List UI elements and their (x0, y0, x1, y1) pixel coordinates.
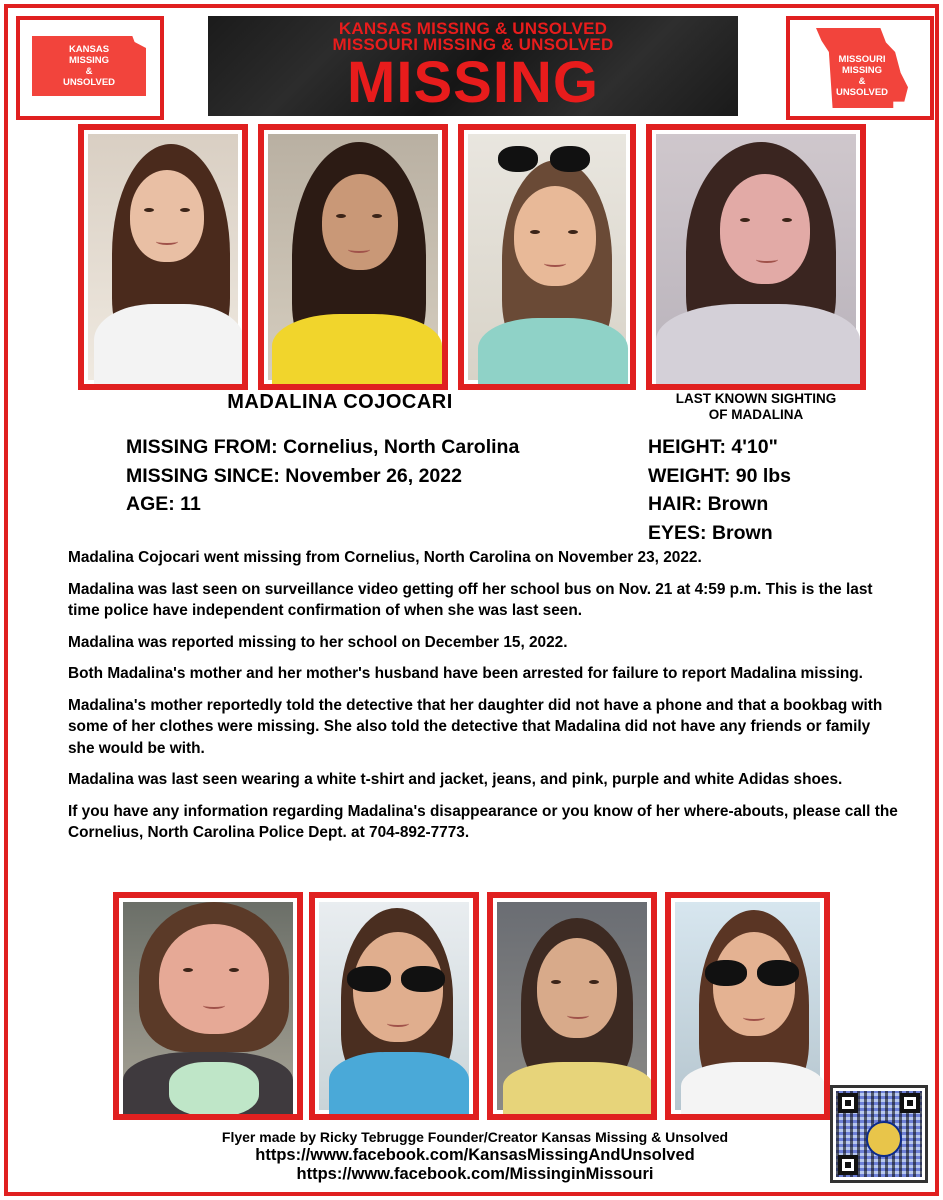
missing-from-row (126, 433, 519, 462)
qr-finder-icon (838, 1155, 858, 1175)
missing-since-value: November 26, 2022 (285, 464, 462, 487)
weight-label: WEIGHT: (648, 464, 731, 487)
qr-finder-icon (900, 1093, 920, 1113)
paragraph-arrests: Both Madalina's mother and her mother's husband have been arrested for failure to report Madalina missing. (68, 665, 863, 682)
missing-since-label: MISSING SINCE: (126, 464, 280, 487)
age-label: AGE: (126, 493, 175, 515)
missing-banner (208, 16, 738, 116)
missing-from-value: Cornelius, North Carolina (283, 436, 520, 458)
last-sighting-caption: LAST KNOWN SIGHTING OF MADALINA (675, 391, 837, 422)
eyes-row (648, 519, 791, 548)
details-right (648, 433, 791, 547)
photo-top-3 (458, 124, 636, 390)
missouri-facebook-link[interactable]: https://www.facebook.com/MissinginMissouri (296, 1165, 654, 1183)
missouri-logo (786, 16, 934, 120)
photo-bottom-4 (665, 892, 830, 1120)
paragraph-went-missing: Madalina Cojocari went missing from Cornelius, North Carolina on November 23, 2022. (68, 549, 702, 566)
state-seal-icon (866, 1121, 902, 1157)
flyer-credit: Flyer made by Ricky Tebrugge Founder/Creator Kansas Missing & Unsolved (221, 1129, 729, 1145)
missing-since-row (126, 462, 519, 491)
height-value: 4'10" (731, 436, 778, 458)
kansas-logo-text: KANSAS MISSING & UNSOLVED (62, 44, 116, 88)
paragraph-reported-missing: Madalina was reported missing to her school on December 15, 2022. (68, 633, 568, 651)
footer (150, 1129, 800, 1184)
details-left (126, 433, 519, 519)
photo-bottom-3 (487, 892, 657, 1120)
kansas-logo (16, 16, 164, 120)
paragraph-last-seen-bus: Madalina was last seen on surveillance video getting off her school bus on Nov. 21 at 4:59 p.m. This is the last time police have independent confirmation of when she was last seen. (68, 580, 873, 619)
height-row (648, 433, 791, 462)
hair-value: Brown (707, 493, 769, 515)
banner-title: MISSING (347, 50, 599, 115)
qr-code-pattern (836, 1091, 922, 1177)
weight-row (648, 462, 791, 491)
paragraph-clothing: Madalina was last seen wearing a white t-shirt and jacket, jeans, and pink, purple and white Adidas shoes. (68, 771, 843, 788)
banner-line-missouri: MISSOURI MISSING & UNSOLVED (332, 35, 614, 54)
kansas-facebook-link[interactable]: https://www.facebook.com/KansasMissingAndUnsolved (255, 1146, 695, 1164)
case-description (68, 547, 898, 854)
banner-line-kansas: KANSAS MISSING & UNSOLVED (338, 19, 608, 38)
photo-top-2 (258, 124, 448, 390)
height-label: HEIGHT: (648, 436, 726, 458)
hair-row (648, 490, 791, 519)
photo-top-1 (78, 124, 248, 390)
age-value: 11 (180, 493, 201, 515)
hair-label: HAIR: (648, 493, 703, 515)
eyes-value: Brown (711, 521, 773, 544)
photo-bottom-2 (309, 892, 479, 1120)
photo-last-known-sighting (646, 124, 866, 390)
eyes-label: EYES: (648, 521, 707, 544)
missouri-logo-text: MISSOURI MISSING & UNSOLVED (835, 54, 889, 98)
qr-finder-icon (838, 1093, 858, 1113)
missing-person-name: MADALINA COJOCARI (227, 391, 453, 413)
weight-value: 90 lbs (735, 464, 792, 487)
missing-from-label: MISSING FROM: (126, 436, 278, 458)
qr-code[interactable] (830, 1085, 928, 1183)
paragraph-mother-statement: Madalina's mother reportedly told the detective that her daughter did not have a phone and that a bookbag with some of her clothes were missing. She also told the detective that Madalina did not have any friends or family she would be with. (68, 696, 883, 757)
age-row (126, 490, 519, 519)
paragraph-contact-police: If you have any information regarding Madalina's disappearance or you know of her where-abouts, please call the Cornelius, North Carolina Police Dept. at 704-892-7773. (68, 802, 898, 841)
photo-bottom-1 (113, 892, 303, 1120)
